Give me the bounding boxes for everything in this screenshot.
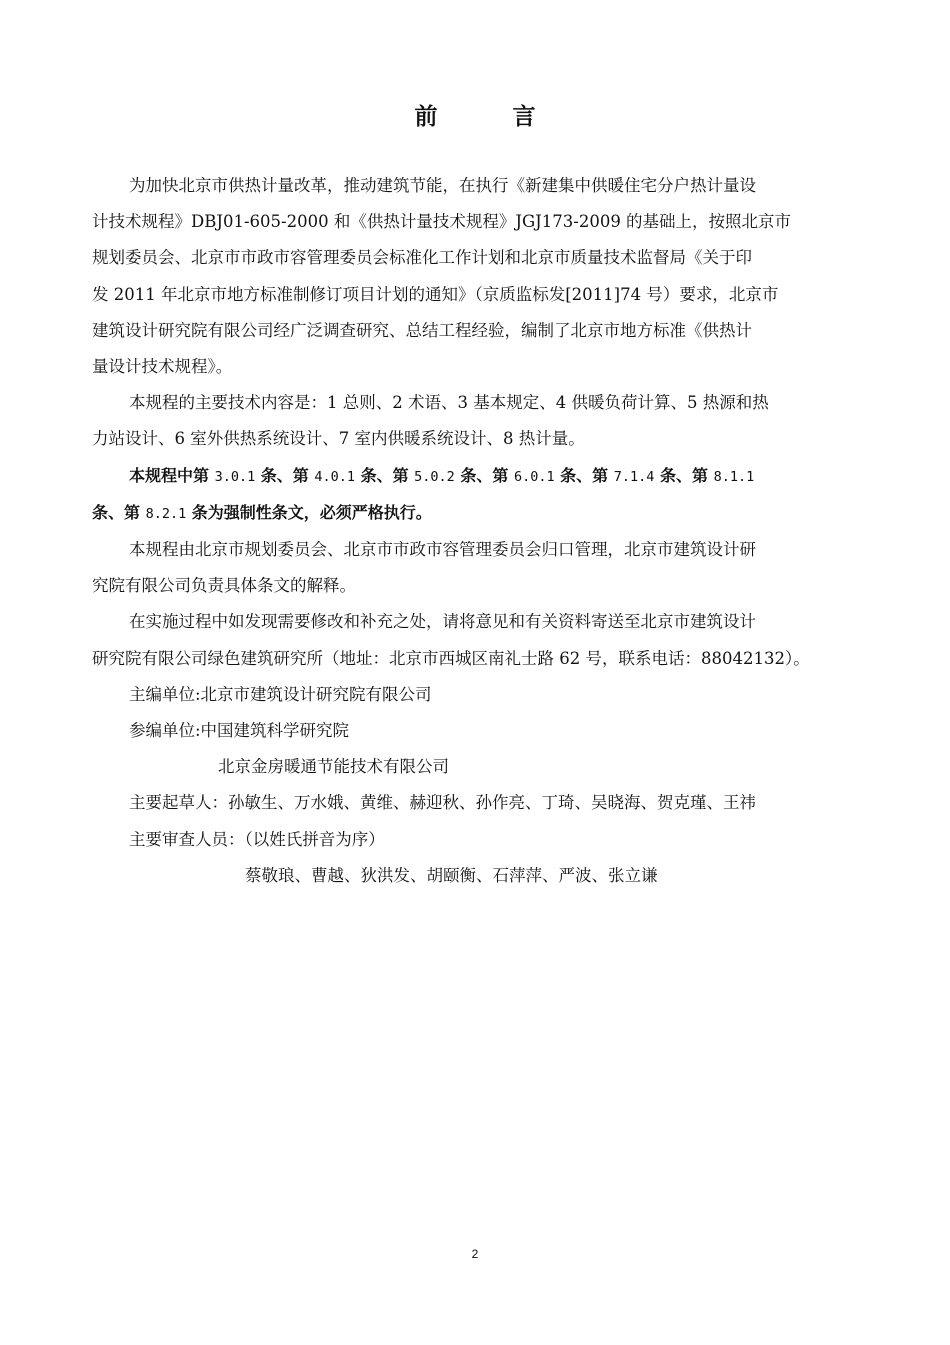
clause-number: 5.0.2: [414, 468, 455, 485]
clause-number: 8.2.1: [145, 505, 187, 522]
text-line: [92, 495, 868, 532]
participating-unit: 参编单位:中国建筑科学研究院: [129, 721, 350, 741]
text-line: [92, 458, 868, 495]
clause-number: 3.0.1: [214, 468, 256, 485]
credits: [92, 677, 868, 894]
paragraph-contents: [92, 385, 868, 457]
text-line: 本规程由北京市规划委员会、北京市市政市容管理委员会归口管理，北京市建筑设计研: [129, 540, 756, 560]
text-line: 本规程的主要技术内容是：1 总则、2 术语、3 基本规定、4 供暖负荷计算、5 热源和热: [129, 393, 769, 413]
clause-number: 6.0.1: [513, 468, 555, 485]
text-line: 为加快北京市供热计量改革，推动建筑节能，在执行《新建集中供暖住宅分户热计量设: [129, 176, 756, 195]
participating-unit: 北京金房暖通节能技术有限公司: [218, 757, 449, 777]
reviewers-label: 主要审查人员：（以姓氏拼音为序）: [129, 829, 385, 849]
text-line: 量设计技术规程》。: [92, 357, 233, 377]
clause-number: 7.1.4: [613, 468, 655, 485]
paragraph-mandatory-clauses: [92, 458, 868, 532]
clause-number: 8.1.1: [713, 468, 755, 485]
text-run: 条、第: [454, 465, 514, 485]
text-run: 条、第: [554, 465, 614, 485]
page-title: 前 言: [414, 104, 562, 130]
page-number: 2: [471, 1247, 479, 1261]
text-line: 规划委员会、北京市市政市容管理委员会标准化工作计划和北京市质量技术监督局《关于印: [92, 248, 752, 268]
text-run: 条、第: [654, 465, 714, 485]
text-run: 条、第: [255, 465, 315, 485]
paragraph-management: [92, 532, 868, 604]
text-run: 本规程中第: [129, 465, 215, 485]
reviewers-list: 蔡敬琅、曹越、狄洪发、胡颐衡、石萍萍、严波、张立谦: [245, 865, 658, 885]
text-line: 究院有限公司负责具体条文的解释。: [92, 576, 356, 596]
text-line: 计技术规程》DBJ01-605-2000 和《供热计量技术规程》JGJ173-2009 的基础上，按照北京市: [92, 212, 792, 232]
main-drafters: 主要起草人：孙敏生、万水娥、黄维、赫迎秋、孙作亮、丁琦、吴晓海、贺克瑾、王祎: [129, 793, 756, 813]
text-run: 条为强制性条文，必须严格执行。: [186, 502, 432, 522]
text-line: 力站设计、6 室外供热系统设计、7 室内供暖系统设计、8 热计量。: [92, 429, 585, 449]
text-line: 发 2011 年北京市地方标准制修订项目计划的通知》（京质监标发[2011]74 号）要求，北京市: [92, 284, 779, 304]
text-run: 条、第: [355, 465, 415, 485]
text-line: 在实施过程中如发现需要修改和补充之处，请将意见和有关资料寄送至北京市建筑设计: [129, 612, 756, 632]
paragraph-feedback: [92, 604, 868, 676]
chief-editor-unit: 主编单位:北京市建筑设计研究院有限公司: [129, 684, 432, 704]
text-line: 建筑设计研究院有限公司经广泛调查研究、总结工程经验，编制了北京市地方标准《供热计: [92, 320, 752, 340]
document-body: [92, 168, 868, 894]
text-line: 研究院有限公司绿色建筑研究所（地址：北京市西城区南礼士路 62 号，联系电话：88042132）。: [92, 648, 810, 668]
paragraph-background: [92, 168, 868, 385]
text-run: 条、第: [92, 502, 146, 522]
clause-number: 4.0.1: [314, 468, 356, 485]
